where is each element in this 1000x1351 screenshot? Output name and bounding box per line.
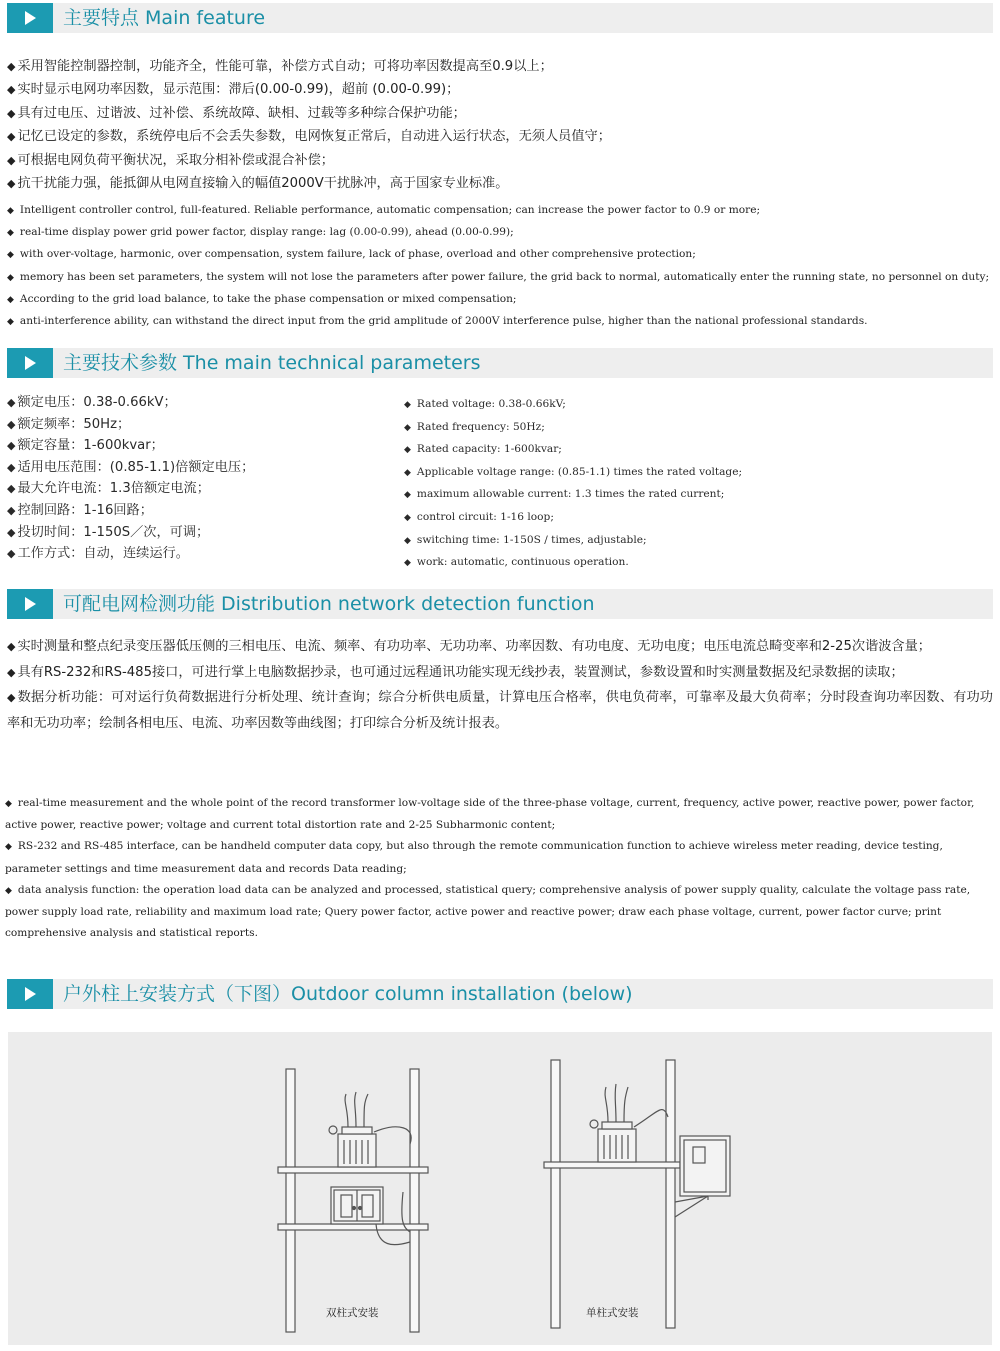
list-item: ◆ According to the grid load balance, to take the phase compensation or mixed compensation; [7, 289, 993, 311]
list-item: ◆ 控制回路：1-16回路； [7, 500, 397, 522]
detection-cn-list [7, 634, 993, 736]
list-item: ◆ 采用智能控制器控制，功能齐全，性能可靠，补偿方式自动；可将功率因数提高至0.9以上； [7, 55, 993, 78]
list-item: ◆ real-time measurement and the whole point of the record transformer low-voltage side of the three-phase voltage, current, frequency, active power, reactive power, power factor, active power, reactive power; voltage and current total distortion rate and 2-25 Subharmonic content; [5, 793, 995, 836]
technical-parameters-cn-list [7, 392, 397, 565]
play-triangle-icon [25, 11, 36, 25]
right-pole [410, 1069, 419, 1332]
main-pole [666, 1060, 675, 1328]
section-header-technical-parameters [7, 348, 993, 378]
list-item: ◆ anti-interference ability, can withstand the direct input from the grid amplitude of 2000V interference pulse, higher than the national professional standards. [7, 311, 993, 333]
section-header-installation [7, 979, 993, 1009]
play-triangle-icon [25, 597, 36, 611]
list-item: ◆ real-time display power grid power factor, display range: lag (0.00-0.99), ahead (0.00-0.99); [7, 222, 993, 244]
detection-en-list [5, 793, 995, 944]
list-item: ◆ 具有过电压、过谐波、过补偿、系统故障、缺相、过载等多种综合保护功能； [7, 102, 993, 125]
list-item: ◆ 可根据电网负荷平衡状况，采取分相补偿或混合补偿； [7, 149, 993, 172]
list-item: ◆ 额定容量：1-600kvar； [7, 435, 397, 457]
section-marker [7, 979, 53, 1009]
section-marker [7, 589, 53, 619]
list-item: ◆ 投切时间：1-150S／次，可调； [7, 522, 397, 544]
section-title: 主要特点 Main feature [63, 7, 266, 29]
section-marker [7, 348, 53, 378]
installation-diagram-panel [8, 1032, 992, 1345]
section-marker [7, 3, 53, 33]
list-item: ◆ 实时测量和整点纪录变压器低压侧的三相电压、电流、频率、有功功率、无功功率、功率因数、有功电度、无功电度；电压电流总畸变率和2-25次谐波含量； [7, 634, 993, 660]
list-item: ◆ Intelligent controller control, full-featured. Reliable performance, automatic compensation; can increase the power factor to 0.9 or more; [7, 200, 993, 222]
list-item: ◆ with over-voltage, harmonic, over compensation, system failure, lack of phase, overload and other comprehensive protection; [7, 244, 993, 266]
list-item: ◆ Rated frequency: 50Hz; [404, 417, 994, 440]
list-item: ◆ control circuit: 1-16 loop; [404, 507, 994, 530]
left-pole [286, 1069, 295, 1332]
double-pole-diagram [278, 1069, 428, 1332]
crossbeam [544, 1162, 680, 1168]
list-item: ◆ switching time: 1-150S / times, adjustable; [404, 530, 994, 553]
list-item: ◆ Rated voltage: 0.38-0.66kV; [404, 394, 994, 417]
list-item: ◆ 记忆已设定的参数，系统停电后不会丢失参数，电网恢复正常后，自动进入运行状态，无须人员值守； [7, 125, 993, 148]
section-title: 主要技术参数 The main technical parameters [63, 352, 481, 374]
list-item: ◆ Applicable voltage range: (0.85-1.1) times the rated voltage; [404, 462, 994, 485]
section-header-detection [7, 589, 993, 619]
list-item: ◆ 抗干扰能力强，能抵御从电网直接输入的幅值2000V干扰脉冲，高于国家专业标准。 [7, 172, 993, 195]
list-item: ◆ maximum allowable current: 1.3 times the rated current; [404, 484, 994, 507]
list-item: ◆ 额定频率：50Hz； [7, 414, 397, 436]
play-triangle-icon [25, 987, 36, 1001]
list-item: ◆ 具有RS-232和RS-485接口，可进行掌上电脑数据抄录，也可通过远程通讯功能实现无线抄表，装置测试，参数设置和时实测量数据及纪录数据的读取； [7, 660, 993, 686]
main-feature-en-list [7, 200, 993, 333]
play-triangle-icon [25, 356, 36, 370]
list-item: ◆ data analysis function: the operation load data can be analyzed and processed, statistical query; comprehensive analysis of power supply quality, calculate the voltage pass rate, power supply load rate, reliability and maximum load rate; Query power factor, active power and reactive power; draw each phase voltage, current, power factor curve; print comprehensive analysis and statistical reports. [5, 880, 995, 945]
list-item: ◆ 工作方式：自动，连续运行。 [7, 543, 397, 565]
section-header-main-feature [7, 3, 993, 33]
list-item: ◆ RS-232 and RS-485 interface, can be handheld computer data copy, but also through the remote communication function to achieve wireless meter reading, device testing, parameter settings and time measurement data and records Data reading; [5, 836, 995, 879]
double-pole-caption: 双柱式安装 [326, 1307, 379, 1319]
list-item: ◆ 适用电压范围：(0.85-1.1)倍额定电压； [7, 457, 397, 479]
single-pole-caption: 单柱式安装 [586, 1307, 639, 1319]
list-item: ◆ memory has been set parameters, the system will not lose the parameters after power failure, the grid back to normal, automatically enter the running state, no personnel on duty; [7, 267, 993, 289]
list-item: ◆ 额定电压：0.38-0.66kV； [7, 392, 397, 414]
list-item: ◆ work: automatic, continuous operation. [404, 552, 994, 575]
control-cabinet [680, 1136, 730, 1196]
list-item: ◆ Rated capacity: 1-600kvar; [404, 439, 994, 462]
technical-parameters-en-list [404, 394, 994, 575]
list-item: ◆ 最大允许电流：1.3倍额定电流； [7, 478, 397, 500]
installation-diagram [8, 1032, 992, 1345]
section-title: 可配电网检测功能 Distribution network detection function [63, 593, 595, 615]
single-pole-diagram [544, 1060, 730, 1328]
section-title: 户外柱上安装方式（下图）Outdoor column installation (below) [63, 983, 633, 1005]
left-pole [551, 1060, 560, 1328]
upper-crossbeam [278, 1167, 428, 1173]
list-item: ◆ 实时显示电网功率因数，显示范围：滞后(0.00-0.99)，超前 (0.00-0.99)； [7, 78, 993, 101]
main-feature-cn-list [7, 55, 993, 195]
list-item: ◆ 数据分析功能：可对运行负荷数据进行分析处理、统计查询；综合分析供电质量，计算电压合格率，供电负荷率，可靠率及最大负荷率；分时段查询功率因数、有功功率和无功功率；绘制各相电压、电流、功率因数等曲线图；打印综合分析及统计报表。 [7, 685, 993, 736]
